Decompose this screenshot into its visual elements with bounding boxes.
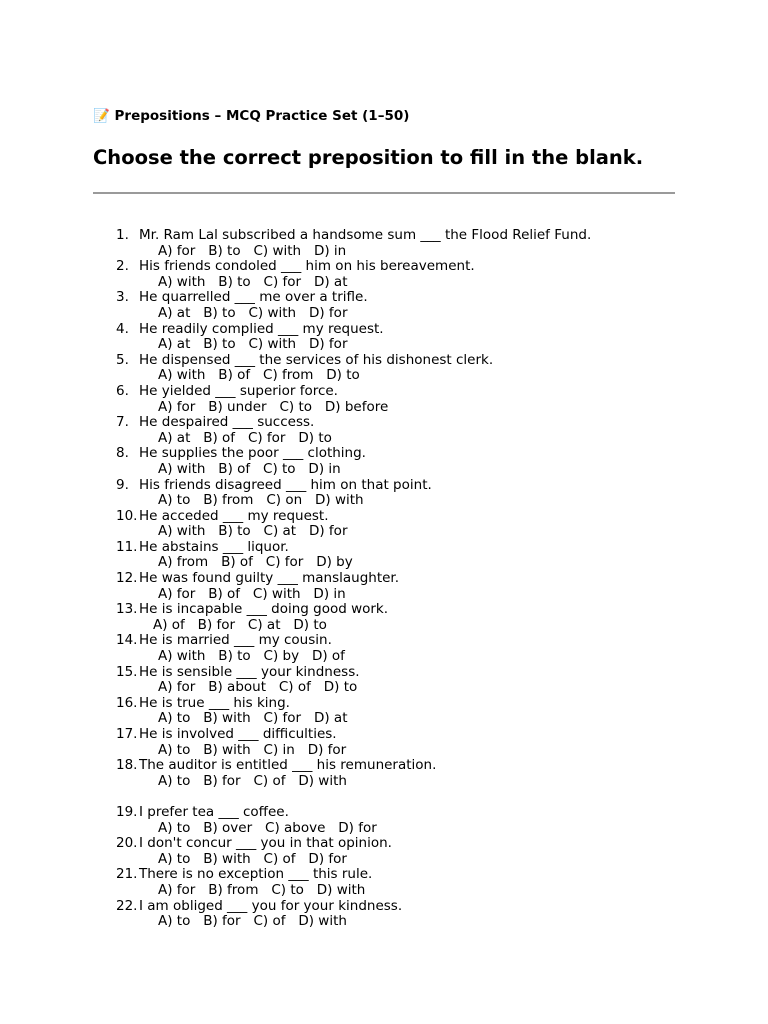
question-text: He abstains ___ liquor. xyxy=(139,538,289,555)
answer-options: A) for B) from C) to D) with xyxy=(158,881,366,898)
question-text: I am obliged ___ you for your kindness. xyxy=(139,897,403,914)
question-item xyxy=(0,446,768,477)
answer-options: A) with B) to C) by D) of xyxy=(158,648,345,665)
question-line xyxy=(0,867,768,883)
question-item xyxy=(0,836,768,867)
answer-options: A) with B) of C) to D) in xyxy=(158,460,341,477)
question-line xyxy=(0,899,768,915)
question-number: 12. xyxy=(116,570,138,587)
question-line xyxy=(0,727,768,743)
question-item xyxy=(0,540,768,571)
options-line xyxy=(0,306,768,322)
question-item xyxy=(0,727,768,758)
options-line xyxy=(0,774,768,790)
options-line xyxy=(0,914,768,930)
question-number: 1. xyxy=(116,227,129,243)
question-number: 20. xyxy=(116,835,138,852)
question-line xyxy=(0,836,768,852)
answer-options: A) for B) to C) with D) in xyxy=(158,242,347,259)
question-number: 14. xyxy=(116,632,138,649)
question-line xyxy=(0,446,768,462)
question-text: I don't concur ___ you in that opinion. xyxy=(139,835,392,852)
set-title xyxy=(93,108,409,124)
list-gap xyxy=(0,789,768,805)
question-line xyxy=(0,290,768,306)
options-line xyxy=(0,649,768,665)
question-text: He yielded ___ superior force. xyxy=(139,382,338,399)
answer-options: A) with B) to C) for D) at xyxy=(158,273,348,290)
question-text: There is no exception ___ this rule. xyxy=(139,866,373,883)
question-line xyxy=(0,696,768,712)
question-text: His friends condoled ___ him on his bereavement. xyxy=(139,258,475,275)
answer-options: A) for B) of C) with D) in xyxy=(158,585,346,602)
answer-options: A) for B) under C) to D) before xyxy=(158,398,389,415)
question-line xyxy=(0,633,768,649)
question-line xyxy=(0,353,768,369)
question-text: The auditor is entitled ___ his remuneration. xyxy=(139,757,437,774)
question-line xyxy=(0,665,768,681)
options-line xyxy=(0,368,768,384)
question-line xyxy=(0,228,768,244)
answer-options: A) to B) with C) of D) for xyxy=(158,850,347,867)
question-text: I prefer tea ___ coffee. xyxy=(139,803,289,820)
answer-options: A) with B) to C) at D) for xyxy=(158,523,348,540)
question-number: 4. xyxy=(116,320,129,337)
question-number: 22. xyxy=(116,897,138,914)
question-item xyxy=(0,415,768,446)
question-line xyxy=(0,571,768,587)
options-line xyxy=(0,462,768,478)
answer-options: A) to B) with C) in D) for xyxy=(158,741,347,758)
question-number: 15. xyxy=(116,663,138,680)
question-item xyxy=(0,758,768,789)
options-line xyxy=(0,555,768,571)
options-line xyxy=(0,883,768,899)
question-line xyxy=(0,540,768,556)
question-number: 7. xyxy=(116,414,129,431)
question-text: He despaired ___ success. xyxy=(139,414,315,431)
question-item xyxy=(0,633,768,664)
question-number: 9. xyxy=(116,476,129,493)
question-item xyxy=(0,867,768,898)
question-text: He supplies the poor ___ clothing. xyxy=(139,445,366,462)
answer-options: A) to B) for C) of D) with xyxy=(158,772,347,789)
question-line xyxy=(0,805,768,821)
question-item xyxy=(0,290,768,321)
question-item xyxy=(0,509,768,540)
options-line xyxy=(0,493,768,509)
heading-divider xyxy=(93,192,675,194)
memo-icon: 📝 xyxy=(93,108,110,124)
question-item xyxy=(0,696,768,727)
options-line xyxy=(0,821,768,837)
question-text: He is true ___ his king. xyxy=(139,694,290,711)
question-text: He quarrelled ___ me over a trifle. xyxy=(139,289,368,306)
question-text: His friends disagreed ___ him on that point. xyxy=(139,476,432,493)
answer-options: A) to B) over C) above D) for xyxy=(158,819,377,836)
question-number: 13. xyxy=(116,601,138,618)
question-text: Mr. Ram Lal subscribed a handsome sum ___ the Flood Relief Fund. xyxy=(139,227,592,243)
answer-options: A) to B) from C) on D) with xyxy=(158,492,364,509)
options-line xyxy=(0,400,768,416)
answer-options: A) to B) with C) for D) at xyxy=(158,710,348,727)
question-text: He was found guilty ___ manslaughter. xyxy=(139,570,400,587)
options-line xyxy=(0,275,768,291)
question-line xyxy=(0,758,768,774)
question-text: He acceded ___ my request. xyxy=(139,507,329,524)
question-item xyxy=(0,478,768,509)
question-line xyxy=(0,384,768,400)
question-text: He dispensed ___ the services of his dishonest clerk. xyxy=(139,351,494,368)
options-line xyxy=(0,852,768,868)
question-number: 16. xyxy=(116,694,138,711)
question-number: 10. xyxy=(116,507,138,524)
question-number: 8. xyxy=(116,445,129,462)
question-text: He readily complied ___ my request. xyxy=(139,320,384,337)
question-number: 3. xyxy=(116,289,129,306)
options-line xyxy=(0,431,768,447)
question-item xyxy=(0,602,768,633)
question-item xyxy=(0,384,768,415)
question-item xyxy=(0,353,768,384)
options-line xyxy=(0,618,768,634)
answer-options: A) at B) of C) for D) to xyxy=(158,429,332,446)
answer-options: A) at B) to C) with D) for xyxy=(158,336,348,353)
question-line xyxy=(0,415,768,431)
question-number: 5. xyxy=(116,351,129,368)
question-item xyxy=(0,571,768,602)
options-line xyxy=(0,524,768,540)
question-line xyxy=(0,509,768,525)
question-text: He is incapable ___ doing good work. xyxy=(139,601,389,618)
answer-options: A) with B) of C) from D) to xyxy=(158,367,360,384)
question-item xyxy=(0,899,768,930)
question-number: 18. xyxy=(116,757,138,774)
question-text: He is involved ___ difficulties. xyxy=(139,726,337,742)
answer-options: A) at B) to C) with D) for xyxy=(158,304,348,321)
question-number: 11. xyxy=(116,538,138,555)
options-line xyxy=(0,587,768,603)
options-line xyxy=(0,711,768,727)
answer-options: A) for B) about C) of D) to xyxy=(158,679,358,696)
question-item xyxy=(0,228,768,259)
question-text: He is married ___ my cousin. xyxy=(139,632,332,649)
question-number: 6. xyxy=(116,382,129,399)
question-item xyxy=(0,322,768,353)
answer-options: A) to B) for C) of D) with xyxy=(158,913,347,930)
question-number: 2. xyxy=(116,258,129,275)
question-item xyxy=(0,665,768,696)
question-number: 21. xyxy=(116,866,138,883)
question-list xyxy=(0,228,768,930)
options-line xyxy=(0,680,768,696)
question-line xyxy=(0,602,768,618)
page-heading: Choose the correct preposition to fill in the blank. xyxy=(93,146,644,169)
options-line xyxy=(0,743,768,759)
question-line xyxy=(0,478,768,494)
question-item xyxy=(0,805,768,836)
set-title-text: Prepositions – MCQ Practice Set (1–50) xyxy=(114,108,410,124)
answer-options: A) from B) of C) for D) by xyxy=(158,554,353,571)
question-text: He is sensible ___ your kindness. xyxy=(139,663,360,680)
question-number: 19. xyxy=(116,803,138,820)
options-line xyxy=(0,244,768,260)
answer-options: A) of B) for C) at D) to xyxy=(153,616,327,633)
question-number: 17. xyxy=(116,726,138,742)
question-line xyxy=(0,322,768,338)
question-line xyxy=(0,259,768,275)
options-line xyxy=(0,337,768,353)
question-item xyxy=(0,259,768,290)
